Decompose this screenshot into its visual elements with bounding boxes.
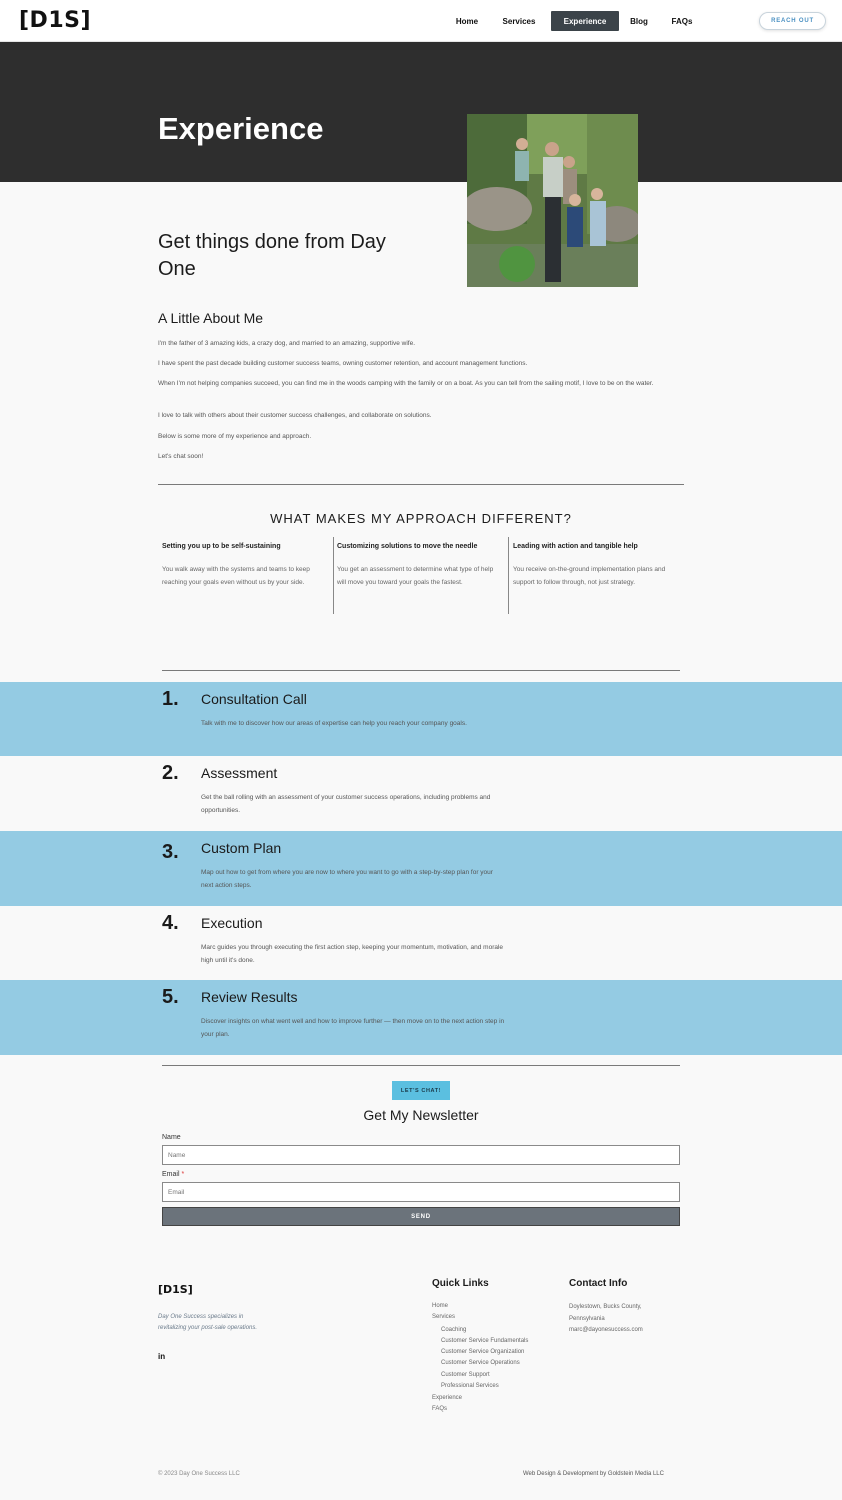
process-step [0,756,842,831]
step-number: 4. [162,912,179,934]
footer-link-cs-operations[interactable]: Customer Service Operations [441,1360,520,1366]
approach-column-heading: Customizing solutions to move the needle [337,543,478,550]
step-description: Marc guides you through executing the first action step, keeping your momentum, motivation, and morale high until it's done. [201,944,504,964]
newsletter-title: Get My Newsletter [363,1107,479,1123]
footer-link-professional-services[interactable]: Professional Services [441,1383,499,1389]
step-description: Talk with me to discover how our areas of expertise can help you reach your company goals. [201,720,467,727]
required-marker: * [181,1171,185,1178]
contact-line: Pennsylvania [569,1315,605,1322]
approach-column-heading: Setting you up to be self-sustaining [162,543,281,550]
about-paragraph: Below is some more of my experience and approach. [158,433,312,440]
page-title: Experience [158,111,324,146]
divider [162,670,680,671]
approach-column-heading: Leading with action and tangible help [513,543,638,550]
column-divider [333,537,334,614]
reach-out-button[interactable]: REACH OUT [759,12,826,30]
contact-heading: Contact Info [569,1278,628,1289]
site-logo[interactable]: [D1S] [19,8,92,33]
approach-column-body: You get an assessment to determine what type of help will move you toward your goals the fastest. [337,566,494,586]
contact-email[interactable]: marc@dayonesuccess.com [569,1327,643,1333]
about-paragraph: I have spent the past decade building customer success teams, owning customer retention, and account management functions. [158,360,528,367]
footer-link-cs-fundamentals[interactable]: Customer Service Fundamentals [441,1338,529,1344]
step-title: Execution [201,915,263,931]
footer-link-experience[interactable]: Experience [432,1395,463,1401]
footer-link-coaching[interactable]: Coaching [441,1327,467,1333]
copyright: © 2023 Day One Success LLC [158,1471,240,1477]
process-step [0,906,842,981]
email-label [162,1171,184,1178]
process-step [0,980,842,1055]
nav-blog[interactable]: Blog [630,16,648,26]
name-field[interactable] [162,1145,680,1165]
approach-column-body: You receive on-the-ground implementation plans and support to follow through, not just strategy. [513,566,666,586]
footer-link-services[interactable]: Services [432,1314,456,1320]
footer-link-faqs[interactable]: FAQs [432,1406,448,1412]
footer-link-home[interactable]: Home [432,1303,449,1309]
column-divider [508,537,509,614]
nav-services[interactable]: Services [502,16,536,26]
process-step [0,682,842,757]
intro-heading: Get things done from Day One [158,231,386,280]
family-photo [467,114,638,287]
footer-link-customer-support[interactable]: Customer Support [441,1372,490,1378]
about-paragraph: I love to talk with others about their customer success challenges, and collaborate on solutions. [158,412,432,419]
about-paragraph: I'm the father of 3 amazing kids, a crazy dog, and married to an amazing, supportive wife. [158,340,416,347]
quick-links-heading: Quick Links [432,1278,489,1289]
step-number: 3. [162,841,179,863]
about-paragraph: Let's chat soon! [158,453,204,460]
step-title: Custom Plan [201,840,282,856]
hero-banner [0,42,842,182]
step-description: Get the ball rolling with an assessment of your customer success operations, including problems and opportunities. [201,794,491,814]
step-title: Consultation Call [201,691,307,707]
email-field[interactable] [162,1182,680,1202]
nav-experience[interactable]: Experience [551,11,619,31]
nav-home[interactable]: Home [455,16,479,26]
footer-link-cs-organization[interactable]: Customer Service Organization [441,1349,525,1355]
name-label: Name [162,1134,181,1141]
lets-chat-button[interactable]: LET'S CHAT! [392,1081,450,1100]
step-number: 1. [162,688,179,710]
step-title: Assessment [201,765,278,781]
site-header [0,0,842,42]
step-description: Discover insights on what went well and how to improve further — then move on to the next action step in your plan. [201,1018,505,1038]
step-number: 5. [162,986,179,1008]
divider [162,1065,680,1066]
step-title: Review Results [201,989,298,1005]
step-description: Map out how to get from where you are now to where you want to go with a step-by-step plan for your next action steps. [201,869,493,889]
nav-faqs[interactable]: FAQs [671,16,693,26]
send-button[interactable]: SEND [162,1207,680,1226]
contact-line: Doylestown, Bucks County, [569,1304,642,1310]
step-number: 2. [162,762,179,784]
divider [158,484,684,485]
about-paragraph: When I'm not helping companies succeed, you can find me in the woods camping with the family or on a boat. As you can tell from the sailing motif, I love to be on the water. [158,380,654,387]
design-credit[interactable]: Web Design & Development by Goldstein Media LLC [523,1471,664,1477]
footer-logo[interactable]: [D1S] [158,1283,193,1296]
approach-heading: WHAT MAKES MY APPROACH DIFFERENT? [270,511,572,526]
linkedin-icon[interactable]: in [158,1352,166,1361]
contact-info [569,1302,669,1337]
about-heading: A Little About Me [158,310,264,326]
approach-column-body: You walk away with the systems and teams to keep reaching your goals even without us by your side. [162,566,310,586]
email-label-text: Email [162,1171,180,1178]
footer-tagline: Day One Success specializes in revitalizing your post-sale operations. [158,1314,258,1331]
process-step [0,831,842,906]
